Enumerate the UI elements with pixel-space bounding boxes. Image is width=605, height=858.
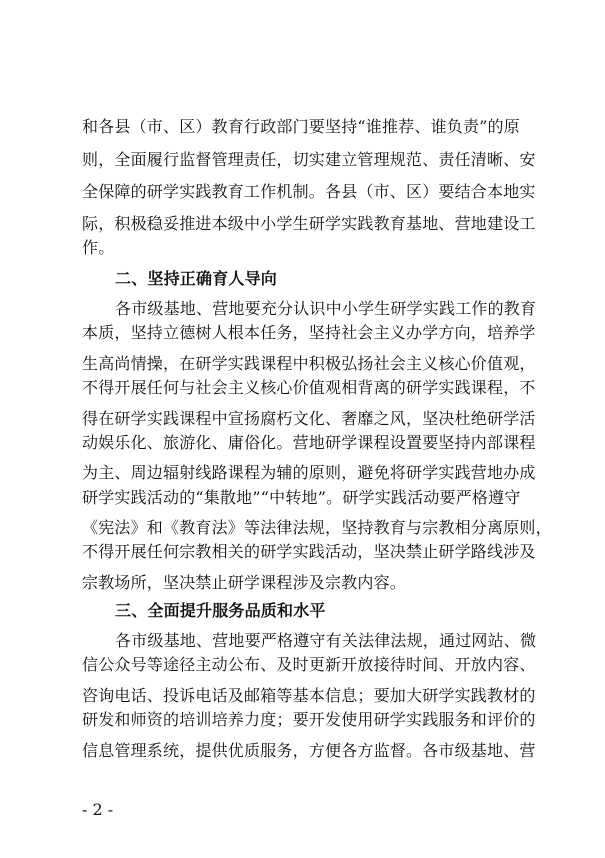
body-line: 为主、周边辐射线路课程为辅的原则，避免将研学实践营地办成 <box>82 463 536 482</box>
body-line: 咨询电话、投诉电话及邮箱等基本信息；要加大研学实践教材的 <box>82 686 536 705</box>
body-line: 生高尚情操，在研学实践课程中积极弘扬社会主义核心价值观， <box>82 354 536 373</box>
body-line: 本质，坚持立德树人根本任务，坚持社会主义办学方向，培养学 <box>82 323 536 342</box>
section-heading: 三、全面提升服务品质和水平 <box>115 601 326 620</box>
body-line: 各市级基地、营地要充分认识中小学生研学实践工作的教育 <box>115 299 537 318</box>
body-line: 得在研学实践课程中宣扬腐朽文化、奢靡之风，坚决杜绝研学活 <box>82 409 536 428</box>
body-line: 信息管理系统，提供优质服务，方便各方监督。各市级基地、营 <box>82 741 536 760</box>
body-line: 作。 <box>82 238 115 257</box>
body-line: 动娱乐化、旅游化、庸俗化。营地研学课程设置要坚持内部课程 <box>82 433 536 452</box>
body-line: 全保障的研学实践教育工作机制。各县（市、区）要结合本地实 <box>82 182 536 201</box>
body-line: 研发和师资的培训培养力度；要开发使用研学实践服务和评价的 <box>82 710 536 729</box>
body-line: 则，全面履行监督管理责任，切实建立管理规范、责任清晰、安 <box>82 150 536 169</box>
section-heading: 二、坚持正确育人导向 <box>115 269 278 288</box>
body-line: 各市级基地、营地要严格遵守有关法律法规，通过网站、微 <box>115 631 537 650</box>
body-line: 不得开展任何宗教相关的研学实践活动，坚决禁止研学路线涉及 <box>82 542 536 561</box>
body-line: 《宪法》和《教育法》等法律法规，坚持教育与宗教相分离原则， <box>82 518 552 537</box>
body-line: 研学实践活动的“集散地”“中转地”。研学实践活动要严格遵守 <box>82 488 521 507</box>
body-line: 不得开展任何与社会主义核心价值观相背离的研学实践课程，不 <box>82 378 536 397</box>
body-line: 宗教场所，坚决禁止研学课程涉及宗教内容。 <box>82 573 407 592</box>
body-line: 信公众号等途径主动公布、及时更新开放接待时间、开放内容、 <box>82 655 536 674</box>
body-line: 和各县（市、区）教育行政部门要坚持“谁推荐、谁负责”的原 <box>82 117 520 136</box>
body-line: 际，积极稳妥推进本级中小学生研学实践教育基地、营地建设工 <box>82 214 536 233</box>
page-number: - 2 - <box>82 800 114 819</box>
